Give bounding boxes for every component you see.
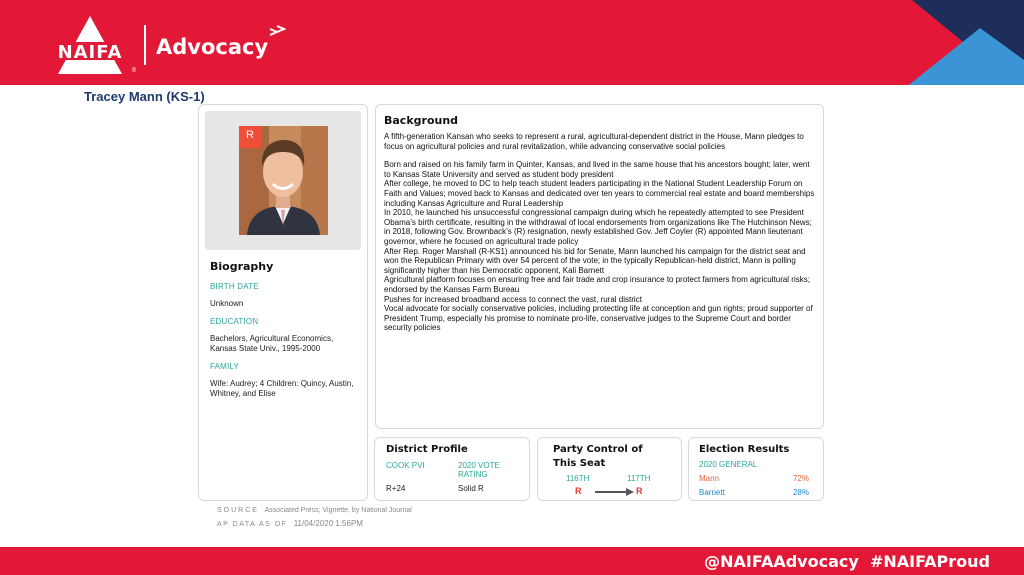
background-intro: A fifth-generation Kansan who seeks to represent a rural, agricultural-dependent district in the House, Mann pledges to focus on agricultural policies and rural revitalization, while advancing conservative social policies (384, 132, 804, 151)
naifa-logo-text: NAIFA (57, 42, 123, 63)
congress-from-label: 116TH (566, 474, 590, 483)
election-results-heading: Election Results (699, 444, 790, 455)
election-results-card (688, 437, 824, 501)
birth-date-label: BIRTH DATE (210, 282, 259, 291)
member-photo (239, 126, 328, 235)
background-paragraph: Vocal advocate for socially conservative policies, including protecting life at conception and gun rights; proud supporter of President Trump, especially his promise to nominate pro-life, conservative judges to the Supreme Court and border security policies (384, 304, 813, 333)
background-paragraph: After college, he moved to DC to help teach student leaders participating in the National Student Leadership Forum on Faith and Values; moved back to Kansas and dedicated over ten years to commercial real estate and board memberships including Kansas Agriculture and Rural Leadership (384, 179, 815, 208)
party-badge: R (239, 126, 261, 148)
arrow-head-icon (626, 488, 634, 496)
birth-date-value: Unknown (210, 299, 244, 308)
source-label: SOURCE (217, 507, 259, 514)
candidate-pct: 72% (792, 474, 809, 483)
naifa-logo[interactable] (50, 14, 286, 76)
background-paragraph: Pushes for increased broadband access to connect the vast, rural district (384, 294, 642, 304)
vote-rating-value: Solid R (458, 484, 484, 493)
background-paragraph: After Rep. Roger Marshall (R-KS1) announced his bid for Senate, Mann launched his campaign for the district seat and won the Republican Primary with over 54 percent of the vote; in the typically Republican-held district, Mann is polling significantly higher than his Democratic opponent, Kali Barnett (384, 246, 806, 275)
data-as-of-line (217, 519, 363, 528)
district-profile-heading: District Profile (386, 444, 468, 455)
party-control-heading-line2: This Seat (553, 458, 606, 469)
education-value: Bachelors, Agricultural Economics, Kansas State Univ., 1995-2000 (210, 334, 334, 353)
education-label: EDUCATION (210, 317, 259, 326)
chevrons-icon (268, 25, 286, 41)
party-from: R (575, 486, 582, 496)
district-profile-card (374, 437, 530, 501)
member-title: Tracey Mann (KS-1) (84, 89, 205, 104)
corner-decoration (864, 0, 1024, 85)
background-paragraph: In 2010, he launched his unsuccessful congressional campaign during which he repeatedly attempted to see President Obama’s birth certificate, resulting in the withdrawal of local endorsements from organizations like The Hutchinson News; in 2018, following Gov. Brownback’s (R) resignation, newly established Gov. Jeff Coyler (R) appointed Mann lieutenant governor, where he focused on agricultural trade policy (384, 208, 812, 246)
logo-divider (144, 25, 146, 65)
party-to: R (636, 486, 643, 496)
candidate-pct: 28% (792, 488, 809, 497)
source-line (217, 507, 412, 514)
footer-banner (0, 547, 1024, 575)
election-type-label: 2020 GENERAL (699, 460, 758, 469)
photo-frame (205, 111, 361, 250)
background-heading: Background (384, 114, 459, 127)
party-control-heading (553, 443, 643, 471)
data-as-of-label: AP DATA AS OF (217, 521, 288, 528)
footer-hashtags[interactable]: @NAIFAAdvocacy #NAIFAProud (704, 552, 990, 571)
advocacy-title: Advocacy (156, 35, 269, 59)
candidate-name: Mann (699, 474, 720, 483)
background-card (375, 104, 824, 429)
vote-rating-label: 2020 VOTE RATING (458, 461, 500, 479)
background-paragraph: Born and raised on his family farm in Quinter, Kansas, and lived in the same house that his ancestors bought; later, went to Kansas State University and served as student body president (384, 160, 810, 179)
party-control-heading-line1: Party Control of (553, 444, 643, 455)
congress-to-label: 117TH (627, 474, 651, 483)
family-value: Wife: Audrey; 4 Children: Quincy, Austin, Whitney, and Elise (210, 379, 354, 398)
source-value: Associated Press; Vignette, by National Journal (264, 507, 412, 514)
cook-pvi-value: R+24 (386, 484, 406, 493)
cook-pvi-label: COOK PVI (386, 461, 425, 470)
candidate-name: Barnett (699, 488, 725, 497)
data-as-of-value: 11/04/2020 1:56PM (293, 519, 363, 528)
naifa-mark (50, 14, 136, 76)
arrow-right-icon (595, 491, 627, 493)
header-banner (0, 0, 1024, 85)
background-text (384, 132, 816, 333)
family-label: FAMILY (210, 362, 240, 371)
biography-heading: Biography (210, 260, 274, 273)
party-control-card (537, 437, 682, 501)
background-paragraph: Agricultural platform focuses on ensuring free and fair trade and crop insurance to protect farmers from agricultural risks; endorsed by the Kansas Farm Bureau (384, 275, 810, 294)
biography-card (198, 104, 368, 501)
registered-mark: ® (131, 68, 136, 74)
